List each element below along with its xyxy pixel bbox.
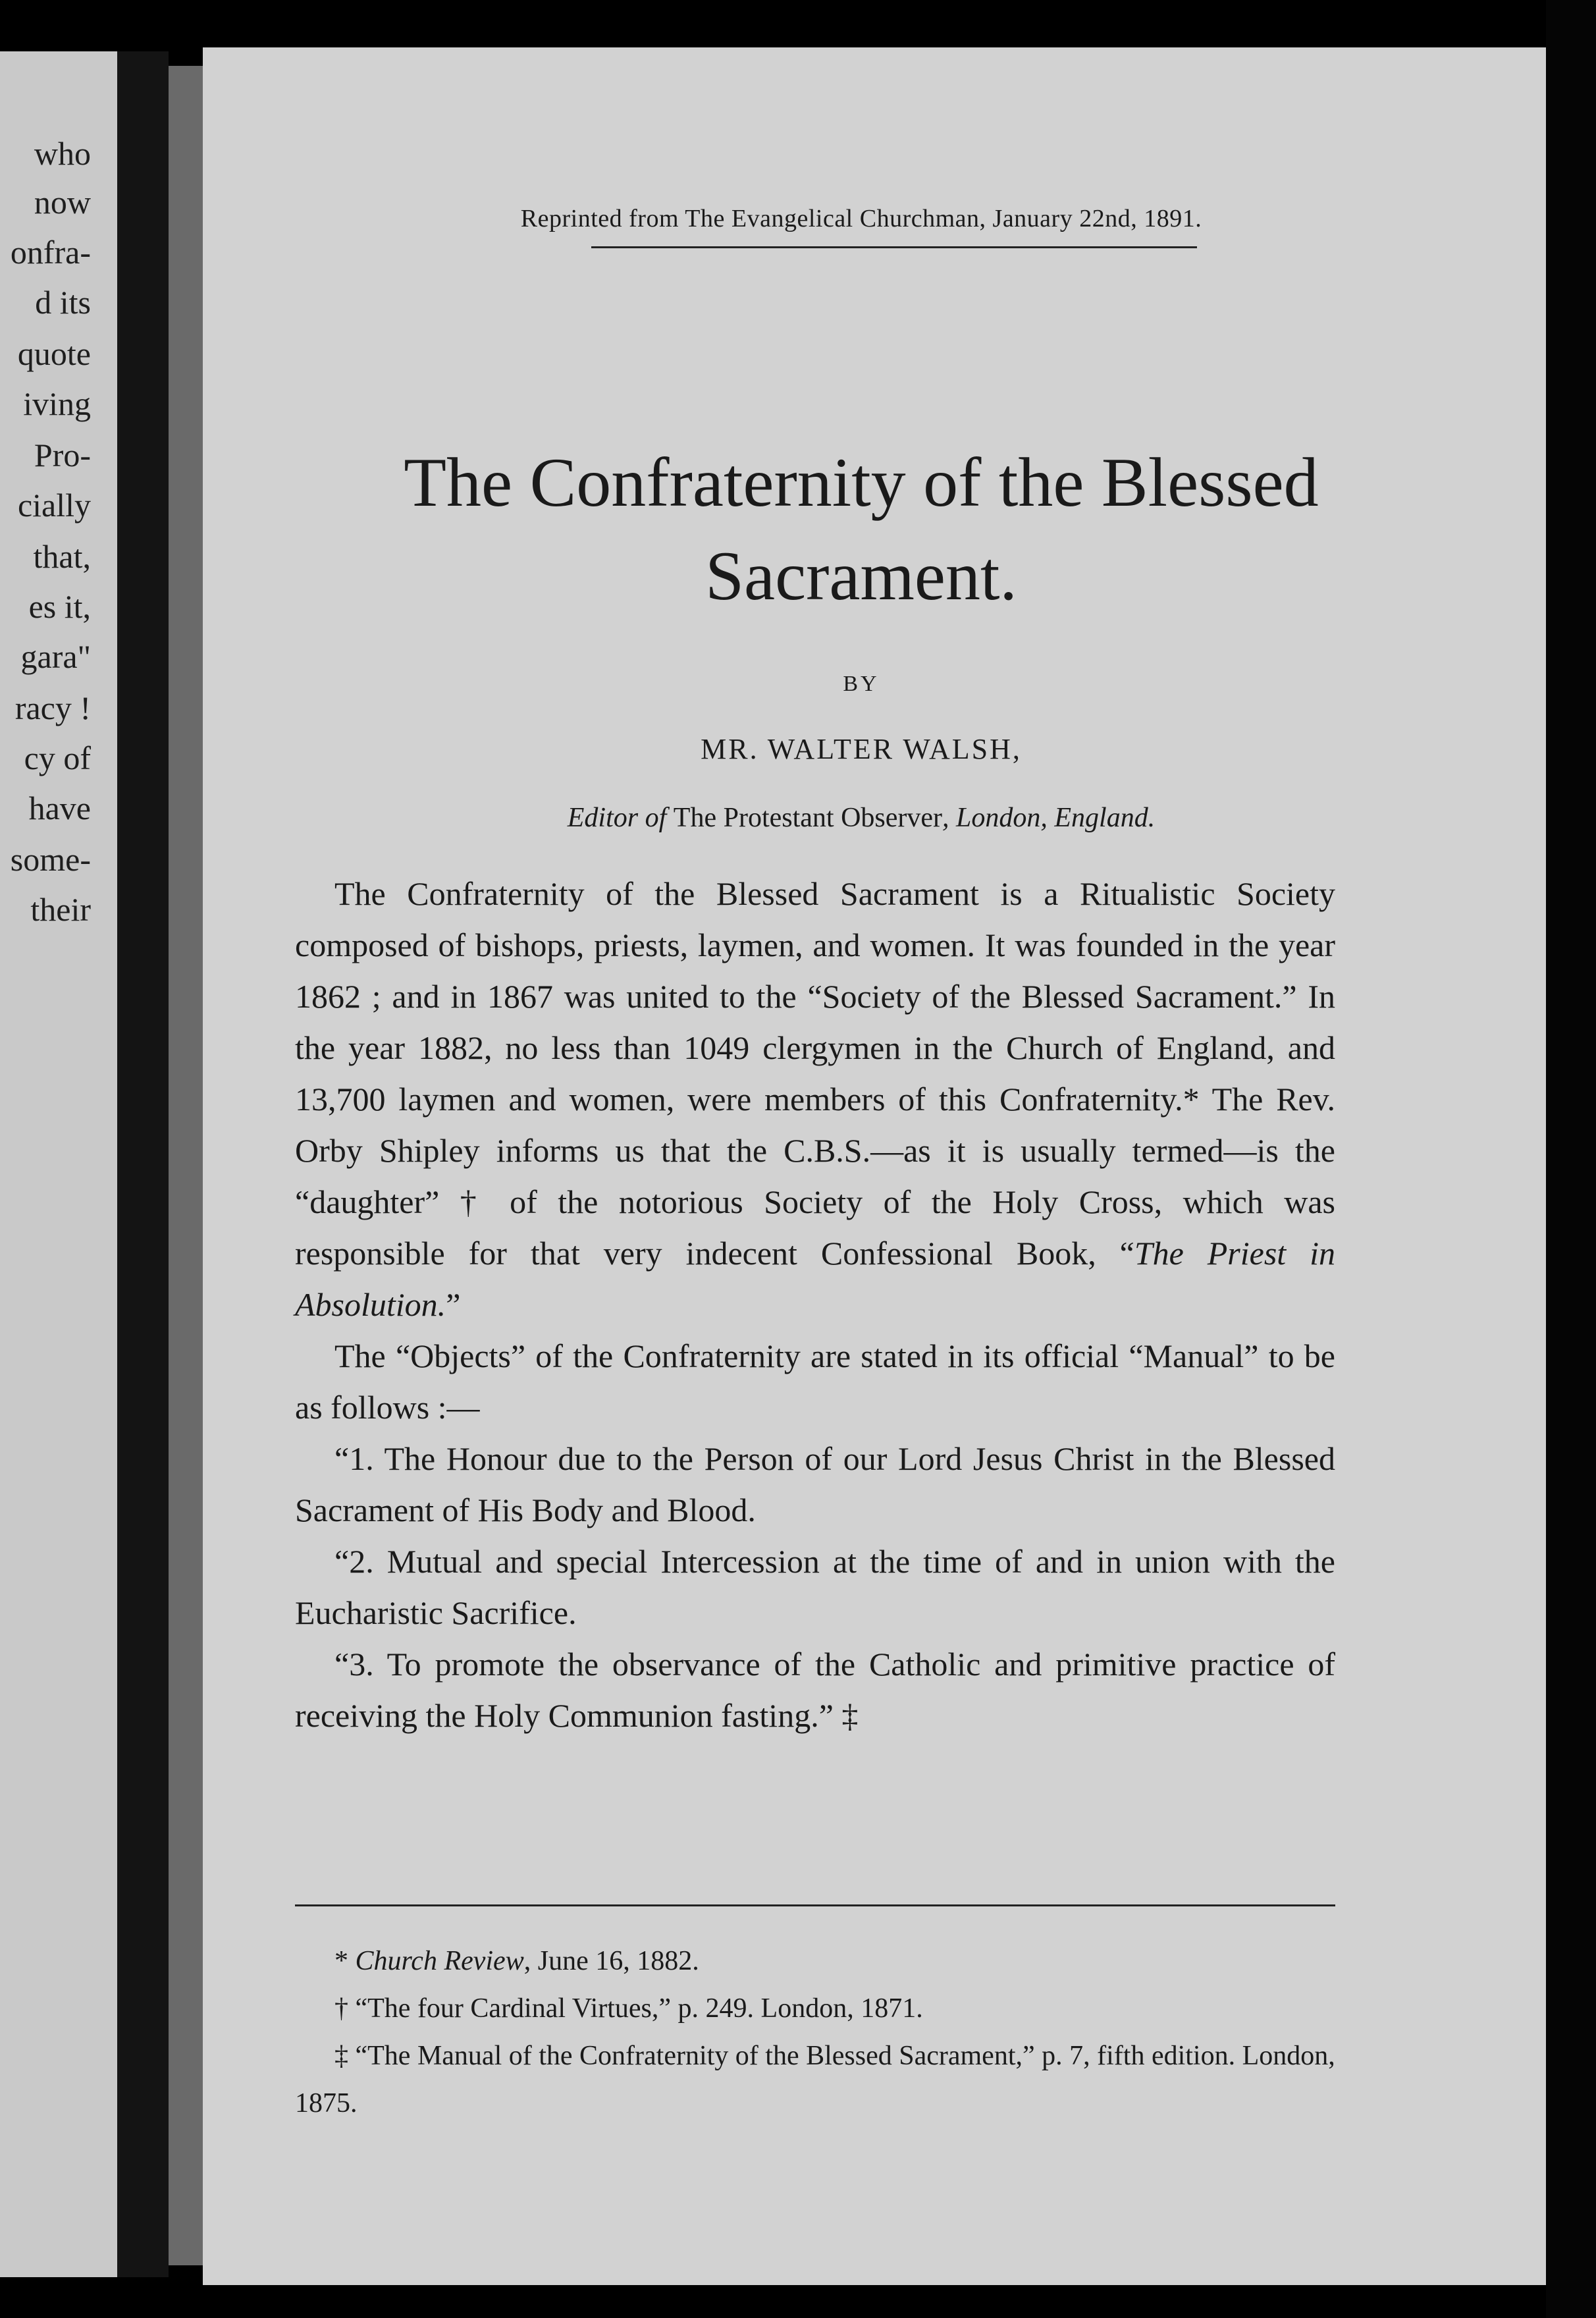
- left-page-line: now: [34, 184, 91, 221]
- header-rule: [591, 246, 1197, 248]
- affiliation-post: , London, England.: [942, 803, 1156, 833]
- left-page-line: quote: [17, 335, 91, 372]
- footnote-1-source: Church Review: [355, 1946, 524, 1976]
- footnote-1-mark: *: [334, 1946, 356, 1976]
- object-item-1: “1. The Honour due to the Person of our Lord Jesus Christ in the Blessed Sacrament of His Body and Blood.: [295, 1440, 1335, 1528]
- left-page-line: gara": [20, 638, 91, 675]
- title-line-1: The Confraternity of the Blessed: [404, 444, 1319, 521]
- book-title: The Priest in Absolution.: [295, 1235, 1336, 1323]
- paragraph-2: The “Objects” of the Confraternity are stated in its official “Manual” to be as follows :—: [295, 1337, 1335, 1426]
- page-binding-shadow: [169, 66, 203, 2265]
- footnote-2: † “The four Cardinal Virtues,” p. 249. London, 1871.: [334, 1993, 923, 2024]
- left-page-line: their: [30, 891, 91, 928]
- reprint-header: Reprinted from The Evangelical Churchman, January 22nd, 1891.: [520, 205, 1202, 232]
- left-page-line: cially: [17, 487, 91, 524]
- left-page-line: onfra-: [10, 234, 91, 271]
- left-page-line: some-: [10, 841, 91, 878]
- left-page-line: have: [28, 790, 91, 826]
- footnote-3: ‡ “The Manual of the Confraternity of the Blessed Sacrament,” p. 7, fifth edition. London, 1875.: [295, 2041, 1335, 2118]
- object-item-2: “2. Mutual and special Intercession at the time of and in union with the Eucharistic Sacrifice.: [295, 1543, 1335, 1631]
- left-page-line: Pro-: [34, 437, 91, 473]
- left-page-line: d its: [35, 284, 91, 321]
- footnotes: [295, 1937, 1335, 2127]
- author-name: MR. WALTER WALSH,: [701, 733, 1022, 765]
- book-gutter: [117, 51, 169, 2277]
- left-page-line: racy !: [14, 689, 91, 726]
- footnote-rule: [295, 1904, 1335, 1906]
- document-page: [203, 47, 1546, 2285]
- footnote-1: [295, 1937, 1335, 1985]
- left-page-line: who: [34, 135, 91, 172]
- object-item-3: “3. To promote the observance of the Catholic and primitive practice of receiving the Holy Communion fasting.” ‡: [295, 1646, 1335, 1734]
- title-line-2: Sacrament.: [705, 537, 1017, 614]
- page-title: [295, 436, 1427, 623]
- left-page-line: cy of: [24, 740, 91, 776]
- paragraph-1-end: ”: [446, 1286, 461, 1323]
- footnote-1-rest: , June 16, 1882.: [523, 1946, 699, 1976]
- affiliation-publication: The Protestant Observer: [673, 803, 943, 833]
- paragraph-1: [295, 868, 1335, 1330]
- body-text: [295, 868, 1335, 1741]
- paragraph-1-text: The Confraternity of the Blessed Sacrament is a Ritualistic Society composed of bishops, priests, laymen, and women. It was founded in the year 1862 ; and in 1867 was united to the “Society of the Blessed Sacrament.” In the year 1882, no less than 1049 clergymen in the Church of England, and 13,700 laymen and women, were members of this Confraternity.* The Rev. Orby Shipley informs us that the C.B.S.—as it is usually termed—is the “daughter” † of the notorious Society of the Holy Cross, which was responsible for that very indecent Confessional Book, “: [295, 875, 1335, 1272]
- left-page-fragment: [0, 51, 117, 2277]
- byline-by: BY: [843, 672, 880, 696]
- left-page-line: es it,: [28, 588, 91, 625]
- author-affiliation: [295, 802, 1427, 834]
- scan-border: [1546, 0, 1596, 2318]
- affiliation-pre: Editor of: [567, 803, 674, 833]
- left-page-line: iving: [23, 385, 91, 422]
- left-page-line: that,: [33, 538, 91, 575]
